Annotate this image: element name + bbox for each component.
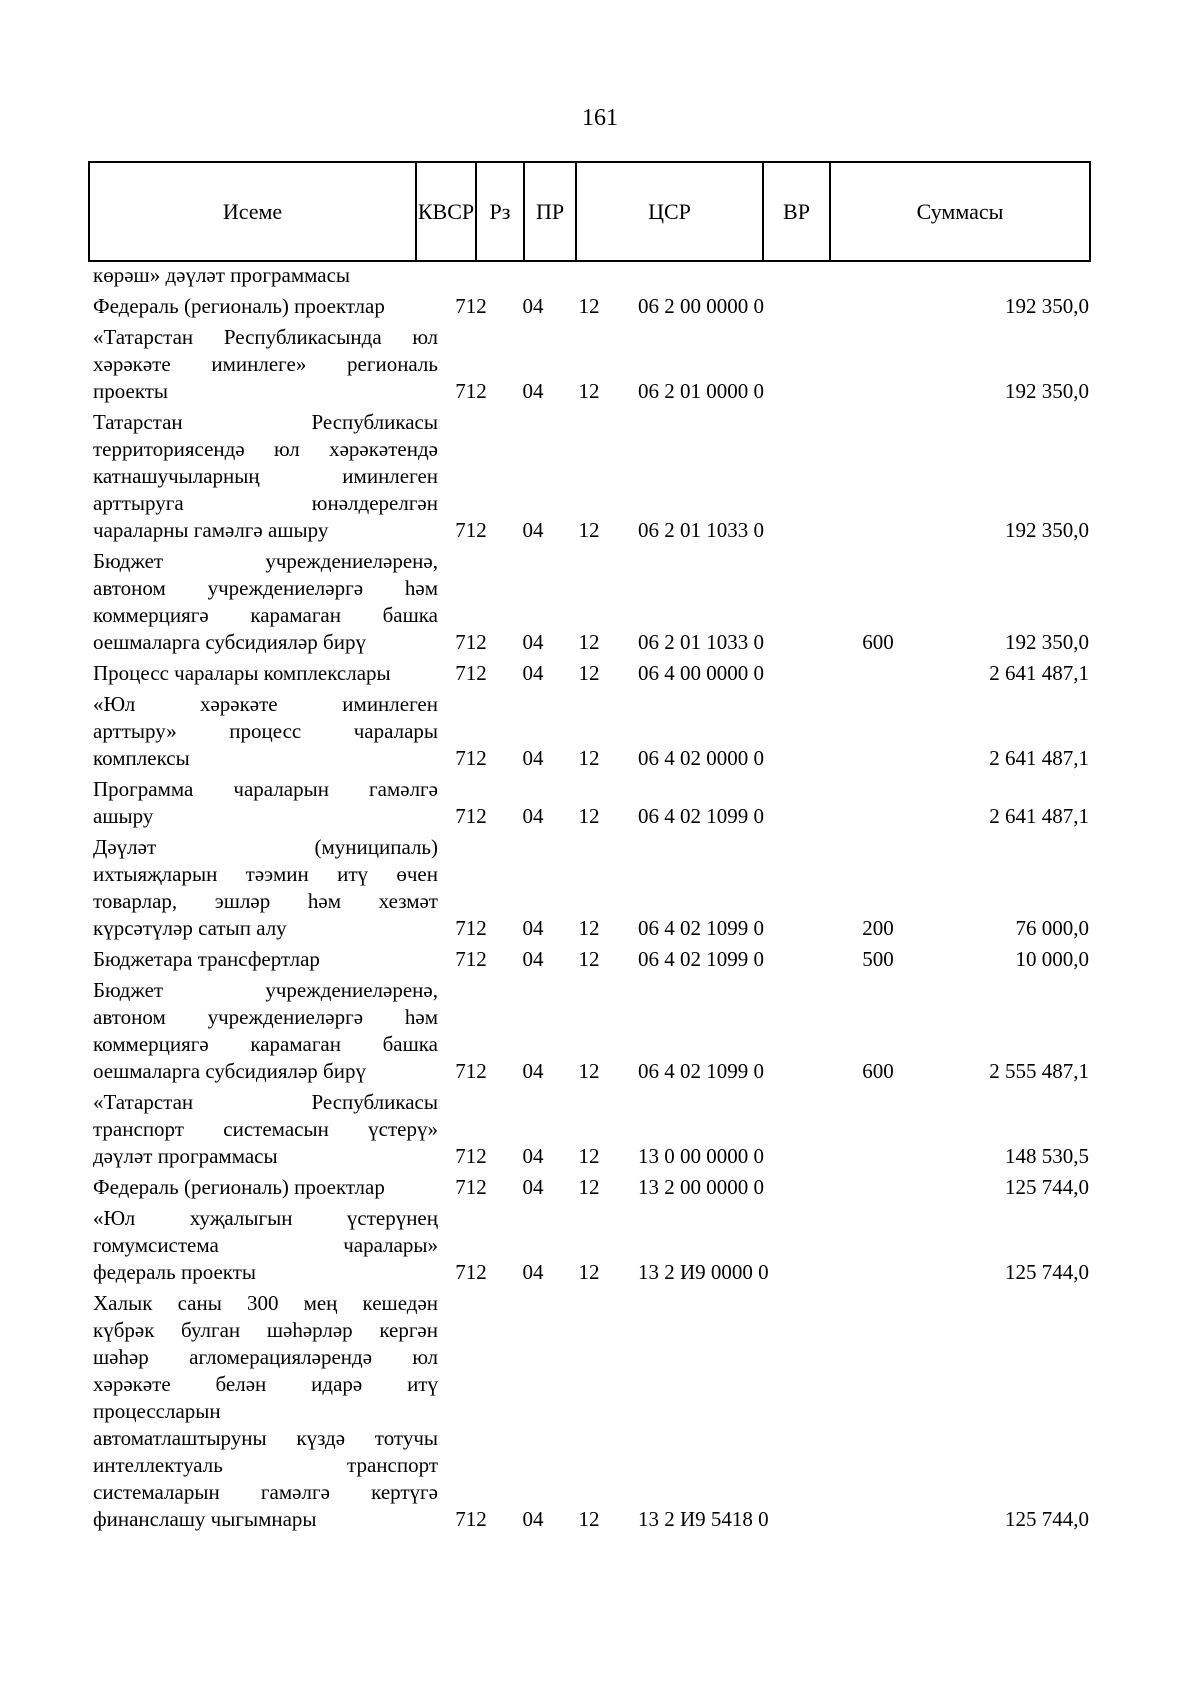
row-sum: 2 641 487,1 xyxy=(989,746,1089,770)
table-row xyxy=(93,977,1089,1085)
row-sum: 125 744,0 xyxy=(1005,1507,1089,1531)
row-kvsr: 712 xyxy=(455,804,487,828)
row-pr: 12 xyxy=(578,916,600,940)
row-rz: 04 xyxy=(522,630,544,654)
row-sum: 192 350,0 xyxy=(1005,630,1089,654)
row-name-line: коммерциягә карамаган башка xyxy=(93,1032,438,1056)
row-name-line: коммерциягә карамаган башка xyxy=(93,603,438,627)
row-csr: 06 4 02 1099 0 xyxy=(638,1059,764,1083)
row-pr: 12 xyxy=(578,630,600,654)
row-pr: 12 xyxy=(578,661,600,685)
table-row xyxy=(93,1089,1089,1170)
row-csr: 06 2 01 0000 0 xyxy=(638,379,764,403)
row-rz: 04 xyxy=(522,661,544,685)
row-vr: 500 xyxy=(862,947,894,971)
row-kvsr: 712 xyxy=(455,1059,487,1083)
row-name xyxy=(93,548,438,656)
row-kvsr: 712 xyxy=(455,518,487,542)
row-sum: 148 530,5 xyxy=(1005,1144,1089,1168)
row-csr: 06 2 01 1033 0 xyxy=(638,630,764,654)
row-rz: 04 xyxy=(522,294,544,318)
table-row xyxy=(93,1174,1089,1201)
row-csr: 13 2 И9 5418 0 xyxy=(638,1507,769,1531)
row-name-line: Процесс чаралары комплекслары xyxy=(93,661,391,685)
row-name xyxy=(93,776,438,830)
row-name-line: финанслашу чыгымнары xyxy=(93,1507,317,1531)
row-sum: 192 350,0 xyxy=(1005,379,1089,403)
table-row xyxy=(93,946,1089,973)
row-name xyxy=(93,691,438,772)
row-name-line: дәүләт программасы xyxy=(93,1144,278,1168)
row-name-line: Программа чараларын гамәлгә xyxy=(93,777,438,801)
row-pr: 12 xyxy=(578,1144,600,1168)
row-name-line: Бюджетара трансфертлар xyxy=(93,947,320,971)
row-rz: 04 xyxy=(522,518,544,542)
table-row xyxy=(93,691,1089,772)
row-pr: 12 xyxy=(578,804,600,828)
row-name xyxy=(93,1205,438,1286)
row-name-line: федераль проекты xyxy=(93,1260,256,1284)
table-row xyxy=(93,776,1089,830)
row-sum: 2 555 487,1 xyxy=(989,1059,1089,1083)
row-csr: 13 2 И9 0000 0 xyxy=(638,1260,769,1284)
row-name-line: «Татарстан Республикасында юл xyxy=(93,325,438,349)
header-rz: Рз xyxy=(476,162,524,261)
row-sum: 10 000,0 xyxy=(1015,947,1089,971)
header-kvsr: КВСР xyxy=(416,162,476,261)
row-rz: 04 xyxy=(522,379,544,403)
row-pr: 12 xyxy=(578,518,600,542)
row-name-line: Бюджет учреждениеләренә, xyxy=(93,549,438,573)
row-name-line: ихтыяҗларын тәэмин итү өчен xyxy=(93,862,438,886)
table-row xyxy=(93,1290,1089,1533)
row-pr: 12 xyxy=(578,746,600,770)
table-row xyxy=(93,1205,1089,1286)
row-kvsr: 712 xyxy=(455,1144,487,1168)
row-name-line: хәрәкәте иминлеге» региональ xyxy=(93,352,438,376)
row-name-line: көрәш» дәүләт программасы xyxy=(93,263,351,287)
row-vr: 600 xyxy=(862,1059,894,1083)
row-kvsr: 712 xyxy=(455,661,487,685)
row-name-line: арттыру» процесс чаралары xyxy=(93,719,438,743)
row-kvsr: 712 xyxy=(455,630,487,654)
row-name xyxy=(93,409,438,544)
header-csr: ЦСР xyxy=(576,162,763,261)
row-pr: 12 xyxy=(578,1260,600,1284)
table-row xyxy=(93,409,1089,544)
row-name-line: территориясендә юл хәрәкәтендә xyxy=(93,437,438,461)
row-name-line: интеллектуаль транспорт xyxy=(93,1453,438,1477)
row-name-line: Федераль (региональ) проектлар xyxy=(93,294,385,318)
row-name xyxy=(93,1089,438,1170)
row-name-line: арттыруга юнәлдерелгән xyxy=(93,491,438,515)
row-csr: 06 4 02 1099 0 xyxy=(638,916,764,940)
row-name-line: Халык саны 300 мең кешедән xyxy=(93,1291,438,1315)
row-rz: 04 xyxy=(522,916,544,940)
row-name-line: «Юл хәрәкәте иминлеген xyxy=(93,692,438,716)
header-name: Исеме xyxy=(89,162,416,261)
row-pr: 12 xyxy=(578,379,600,403)
table-row xyxy=(93,834,1089,942)
row-name xyxy=(93,324,438,405)
row-name-line: товарлар, эшләр һәм хезмәт xyxy=(93,889,438,913)
row-name-line: ашыру xyxy=(93,804,154,828)
row-name-line: күбрәк булган шәһәрләр кергән xyxy=(93,1318,438,1342)
row-csr: 06 4 02 1099 0 xyxy=(638,947,764,971)
row-name xyxy=(93,834,438,942)
table-row xyxy=(93,262,1089,289)
row-name-line: автоном учреждениеләргә һәм xyxy=(93,1005,438,1029)
row-rz: 04 xyxy=(522,1260,544,1284)
table-row xyxy=(93,324,1089,405)
row-pr: 12 xyxy=(578,1059,600,1083)
row-kvsr: 712 xyxy=(455,294,487,318)
row-name xyxy=(93,946,438,973)
row-name xyxy=(93,1290,438,1533)
row-name-line: катнашучыларның иминлеген xyxy=(93,464,438,488)
row-name-line: системаларын гамәлгә кертүгә xyxy=(93,1480,438,1504)
row-name-line: Дәүләт (муниципаль) xyxy=(93,835,438,859)
row-kvsr: 712 xyxy=(455,947,487,971)
header-pr: ПР xyxy=(524,162,576,261)
row-csr: 06 2 00 0000 0 xyxy=(638,294,764,318)
row-name-line: Бюджет учреждениеләренә, xyxy=(93,978,438,1002)
row-rz: 04 xyxy=(522,746,544,770)
row-name-line: гомумсистема чаралары» xyxy=(93,1233,438,1257)
row-csr: 06 4 02 1099 0 xyxy=(638,804,764,828)
row-sum: 76 000,0 xyxy=(1015,916,1089,940)
row-name xyxy=(93,1174,438,1201)
row-sum: 2 641 487,1 xyxy=(989,804,1089,828)
row-sum: 2 641 487,1 xyxy=(989,661,1089,685)
row-name-line: автоматлаштыруны күздә тотучы xyxy=(93,1426,438,1450)
row-name-line: проекты xyxy=(93,379,169,403)
row-csr: 06 4 02 0000 0 xyxy=(638,746,764,770)
row-rz: 04 xyxy=(522,1175,544,1199)
row-sum: 192 350,0 xyxy=(1005,294,1089,318)
row-name-line: «Юл хуҗалыгын үстерүнең xyxy=(93,1206,438,1230)
table-row xyxy=(93,548,1089,656)
row-rz: 04 xyxy=(522,1144,544,1168)
row-name-line: Татарстан Республикасы xyxy=(93,410,438,434)
row-sum: 125 744,0 xyxy=(1005,1260,1089,1284)
row-kvsr: 712 xyxy=(455,746,487,770)
page-number: 161 xyxy=(582,105,618,131)
row-kvsr: 712 xyxy=(455,916,487,940)
row-name-line: күрсәтүләр сатып алу xyxy=(93,916,287,940)
row-rz: 04 xyxy=(522,1059,544,1083)
row-name-line: чараларны гамәлгә ашыру xyxy=(93,518,329,542)
row-pr: 12 xyxy=(578,294,600,318)
row-name xyxy=(93,660,438,687)
row-sum: 192 350,0 xyxy=(1005,518,1089,542)
row-csr: 06 4 00 0000 0 xyxy=(638,661,764,685)
row-pr: 12 xyxy=(578,947,600,971)
row-name-line: оешмаларга субсидияләр бирү xyxy=(93,630,366,654)
row-name-line: транспорт системасын үстерү» xyxy=(93,1117,438,1141)
table-row xyxy=(93,293,1089,320)
row-name-line: процессларын xyxy=(93,1399,221,1423)
row-rz: 04 xyxy=(522,1507,544,1531)
header-table xyxy=(88,161,1091,262)
row-vr: 200 xyxy=(862,916,894,940)
row-kvsr: 712 xyxy=(455,1507,487,1531)
row-sum: 125 744,0 xyxy=(1005,1175,1089,1199)
row-name-line: оешмаларга субсидияләр бирү xyxy=(93,1059,366,1083)
row-name-line: автоном учреждениеләргә һәм xyxy=(93,576,438,600)
row-vr: 600 xyxy=(862,630,894,654)
row-rz: 04 xyxy=(522,947,544,971)
row-kvsr: 712 xyxy=(455,1175,487,1199)
row-name-line: «Татарстан Республикасы xyxy=(93,1090,438,1114)
row-name xyxy=(93,293,438,320)
header-vr: ВР xyxy=(763,162,830,261)
row-name-line: шәһәр агломерацияләрендә юл xyxy=(93,1345,438,1369)
header-sum: Суммасы xyxy=(830,162,1090,261)
table-row xyxy=(93,660,1089,687)
row-name-line: Федераль (региональ) проектлар xyxy=(93,1175,385,1199)
table-header xyxy=(88,161,1089,262)
row-csr: 13 0 00 0000 0 xyxy=(638,1144,764,1168)
row-rz: 04 xyxy=(522,804,544,828)
row-name xyxy=(93,977,438,1085)
row-csr: 06 2 01 1033 0 xyxy=(638,518,764,542)
row-kvsr: 712 xyxy=(455,1260,487,1284)
row-pr: 12 xyxy=(578,1507,600,1531)
row-kvsr: 712 xyxy=(455,379,487,403)
row-csr: 13 2 00 0000 0 xyxy=(638,1175,764,1199)
row-name-line: хәрәкәте белән идарә итү xyxy=(93,1372,438,1396)
row-name-line: комплексы xyxy=(93,746,190,770)
row-name xyxy=(93,262,438,289)
row-pr: 12 xyxy=(578,1175,600,1199)
